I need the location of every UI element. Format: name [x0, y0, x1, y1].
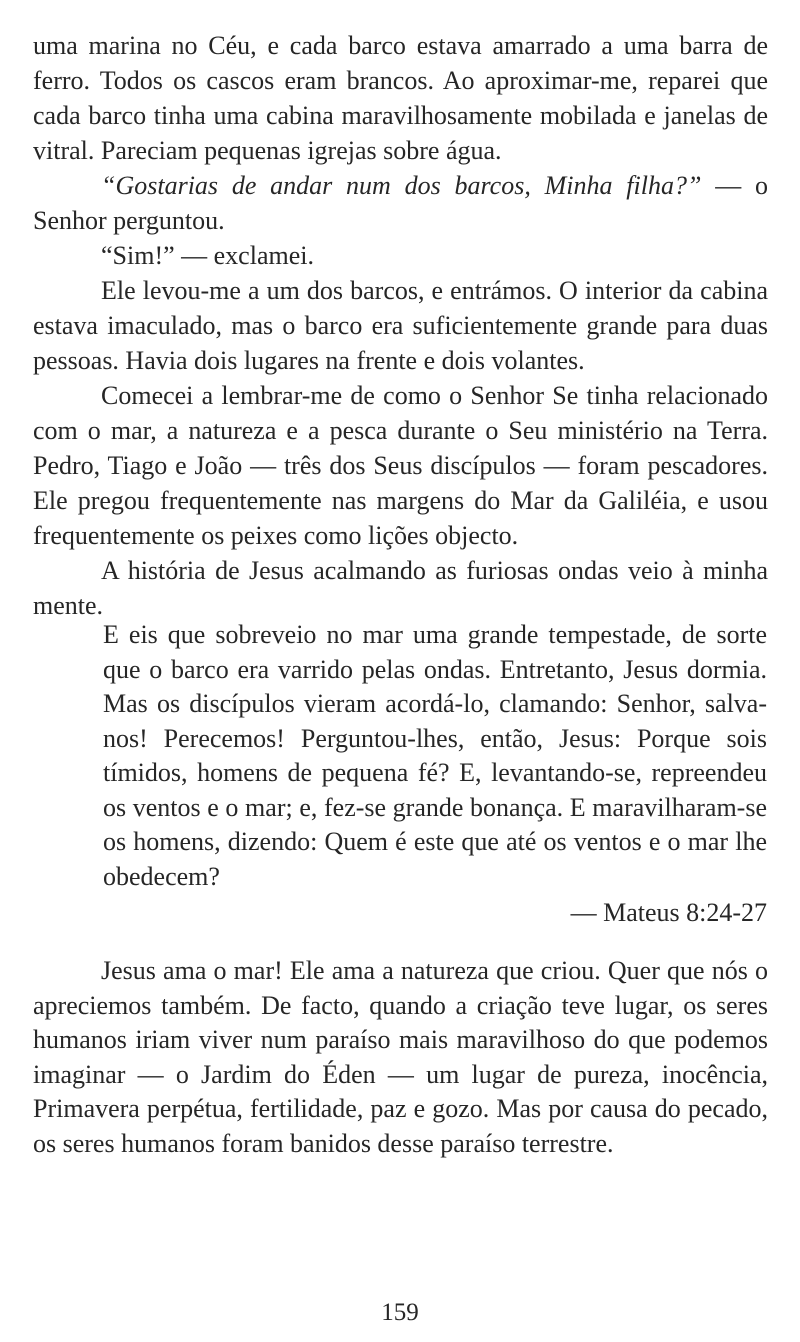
paragraph-closing: Jesus ama o mar! Ele ama a natureza que criou. Quer que nós o apreciemos também. De facto, quando a criação teve lugar, os seres humanos iriam viver num paraíso mais maravilhoso do que podemos imaginar — o Jardim do Éden — um lugar de pureza, inocência, Primavera perpétua, fertilidade, paz e gozo. Mas por causa do pecado, os seres humanos foram banidos desse paraíso terrestre.	[33, 956, 768, 1158]
body-text	[33, 28, 768, 623]
quote-reference: — Mateus 8:24-27	[570, 898, 767, 927]
page-number: 159	[381, 1299, 419, 1326]
scripture-quote	[103, 618, 767, 931]
question-attribution: — o Senhor perguntou.	[33, 171, 768, 235]
italic-question: “Gostarias de andar num dos barcos, Minha filha?”	[101, 171, 702, 200]
quote-text: E eis que sobreveio no mar uma grande tempestade, de sorte que o barco era varrido pelas ondas. Entretanto, Jesus dormia. Mas os discípulos vieram acordá-lo, clamando: Senhor, salva-nos! Perecemos! Perguntou-lhes, então, Jesus: Porque sois tímidos, homens de pequena fé? E, levantando-se, repreendeu os ventos e o mar; e, fez-se grande bonança. E maravilharam-se os homens, dizendo: Quem é este que até os ventos e o mar lhe obedecem?	[103, 620, 767, 891]
paragraph-question	[33, 168, 768, 238]
paragraph-marina: uma marina no Céu, e cada barco estava amarrado a uma barra de ferro. Todos os cascos eram brancos. Ao aproximar-me, reparei que cada barco tinha uma cabina maravilhosamente mobilada e janelas de vitral. Pareciam pequenas igrejas sobre água.	[33, 31, 768, 165]
paragraph-ministry: Comecei a lembrar-me de como o Senhor Se tinha relacionado com o mar, a natureza e a pesca durante o Seu ministério na Terra. Pedro, Tiago e João — três dos Seus discípulos — foram pescadores. Ele pregou frequentemente nas margens do Mar da Galiléia, e usou frequentemente os peixes como lições objecto.	[33, 381, 768, 550]
closing-paragraph-block	[33, 954, 768, 1161]
paragraph-reply: “Sim!” — exclamei.	[101, 241, 314, 270]
paragraph-boat-interior: Ele levou-me a um dos barcos, e entrámos. O interior da cabina estava imaculado, mas o barco era suficientemente grande para duas pessoas. Havia dois lugares na frente e dois volantes.	[33, 276, 768, 375]
paragraph-story: A história de Jesus acalmando as furiosas ondas veio à minha mente.	[33, 556, 768, 620]
